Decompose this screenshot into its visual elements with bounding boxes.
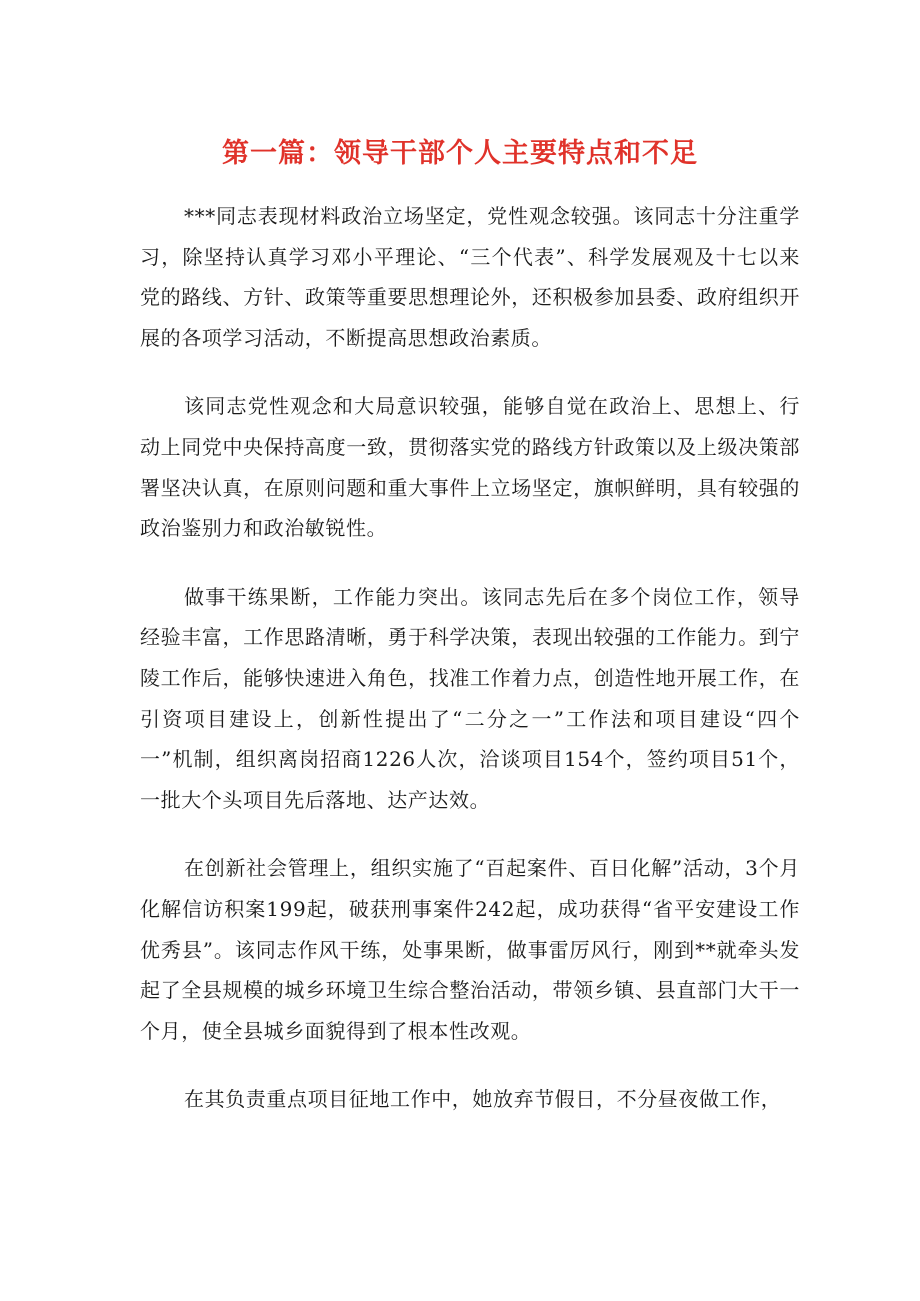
paragraph-3: 做事干练果断，工作能力突出。该同志先后在多个岗位工作，领导经验丰富，工作思路清晰，勇于科学决策，表现出较强的工作能力。到宁陵工作后，能够快速进入角色，找准工作着力点，创造性地开展工作，在引资项目建设上，创新性提出了“二分之一”工作法和项目建设“四个一”机制，组织离岗招商1226人次，洽谈项目154个，签约项目51个，一批大个头项目先后落地、达产达效。: [140, 584, 800, 812]
paragraph-5: 在其负责重点项目征地工作中，她放弃节假日，不分昼夜做工作，: [184, 1087, 782, 1112]
document-body: [140, 196, 800, 1148]
paragraph-1: ***同志表现材料政治立场坚定，党性观念较强。该同志十分注重学习，除坚持认真学习邓小平理论、“三个代表”、科学发展观及十七以来党的路线、方针、政策等重要思想理论外，还积极参加县委、政府组织开展的各项学习活动，不断提高思想政治素质。: [140, 204, 800, 350]
paragraph-4: 在创新社会管理上，组织实施了“百起案件、百日化解”活动，3个月化解信访积案199起，破获刑事案件242起，成功获得“省平安建设工作优秀县”。该同志作风干练，处事果断，做事雷厉风行，刚到**就牵头发起了全县规模的城乡环境卫生综合整治活动，带领乡镇、县直部门大干一个月，使全县城乡面貌得到了根本性改观。: [140, 856, 800, 1043]
paragraph-2: 该同志党性观念和大局意识较强，能够自觉在政治上、思想上、行动上同党中央保持高度一致，贯彻落实党的路线方针政策以及上级决策部署坚决认真，在原则问题和重大事件上立场坚定，旗帜鲜明，具有较强的政治鉴别力和政治敏锐性。: [140, 394, 800, 541]
document-title: 第一篇：领导干部个人主要特点和不足: [222, 138, 698, 169]
